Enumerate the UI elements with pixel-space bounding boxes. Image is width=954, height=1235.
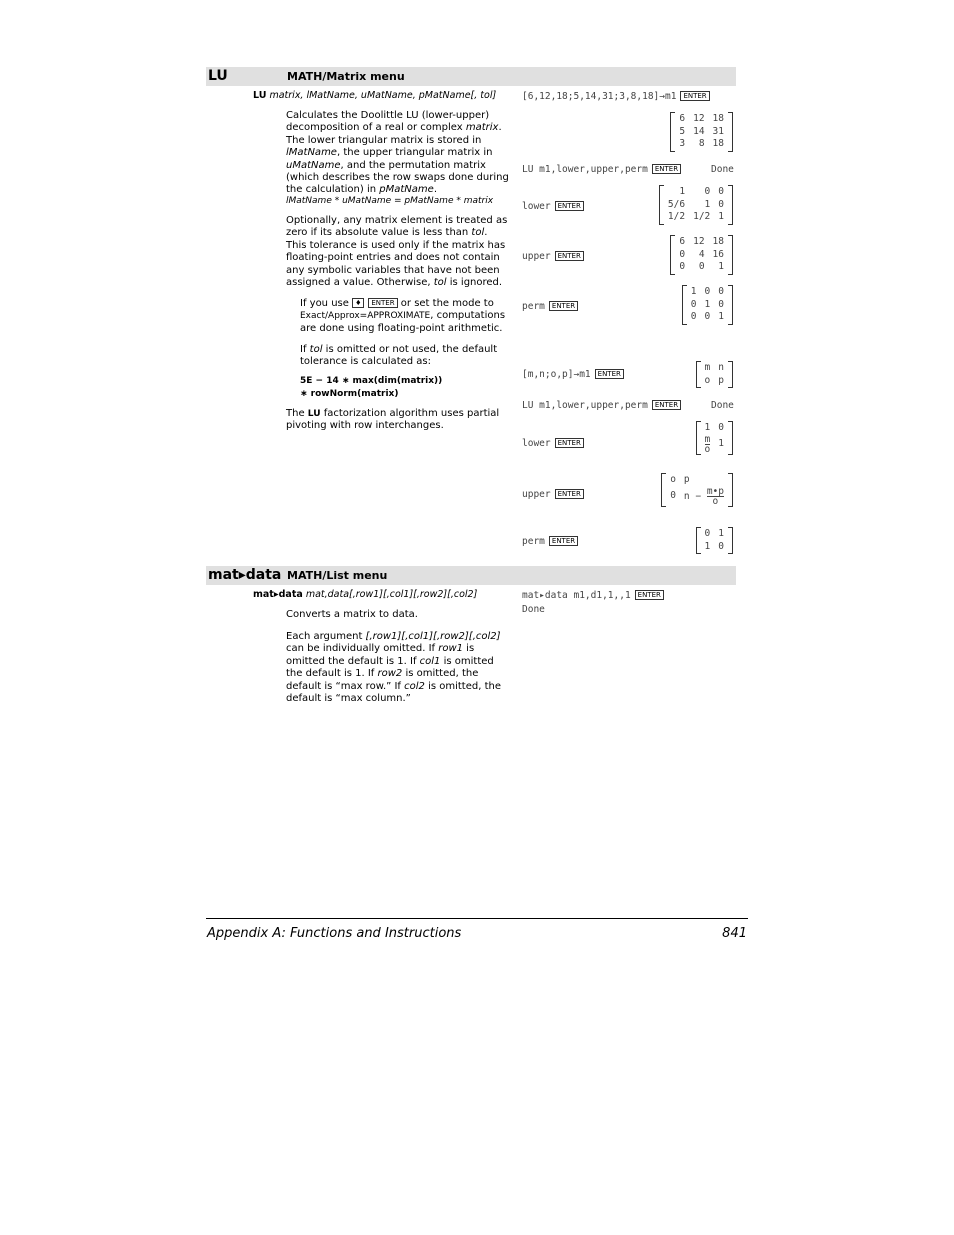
matdata-example-done: Done xyxy=(522,604,545,615)
matrix-m1-cell: 3 xyxy=(679,138,686,150)
matdata-description: Converts a matrix to data. xyxy=(286,609,418,620)
matrix-upper-symbolic: o p 0 n − $\frac{m•p}{o}$ xyxy=(661,473,733,507)
matrix-upper-row xyxy=(675,261,728,274)
enter-key-icon: ENTER xyxy=(368,298,397,308)
matrix-perm-symbolic-cell: 0 xyxy=(718,540,724,552)
matrix-m1-row xyxy=(675,113,728,126)
matrix-perm xyxy=(682,285,733,325)
upper-label: upper ENTER xyxy=(522,251,584,262)
matrix-upper-row xyxy=(675,236,728,249)
lu-example-done: Done xyxy=(711,164,734,175)
lower-label: lower ENTER xyxy=(522,201,584,212)
lower2-label: lower ENTER xyxy=(522,438,584,449)
lu-identity: lMatName * uMatName = pMatName * matrix xyxy=(286,196,494,206)
matrix-perm-cell: 0 xyxy=(690,298,697,310)
matrix-upper-cell: 1 xyxy=(718,261,724,273)
footer-rule xyxy=(206,918,748,919)
perm2-label: perm ENTER xyxy=(522,536,578,547)
matrix-lower-cell: 1/2 xyxy=(693,211,711,223)
lu-header-bar xyxy=(206,67,736,86)
matrix-m1-row xyxy=(675,138,728,151)
matrix-m1-symbolic-cell: m xyxy=(704,362,711,373)
matrix-perm-cell: 0 xyxy=(704,286,711,297)
matrix-m1-cell: 31 xyxy=(712,125,724,137)
matrix-upper-cell: 12 xyxy=(693,236,705,247)
matdata-header-bar xyxy=(206,566,736,585)
matrix-lower-cell: 1 xyxy=(718,211,724,223)
enter-key-icon: ENTER xyxy=(652,400,681,410)
enter-key-icon: ENTER xyxy=(555,489,584,499)
matrix-upper-cell: 16 xyxy=(712,248,724,260)
matrix-m1-symbolic xyxy=(696,361,733,388)
enter-key-icon: ENTER xyxy=(595,369,624,379)
matrix-m1-symbolic-row xyxy=(701,362,728,375)
lu-default-tol-note: If tol is omitted or not used, the default tolerance is calculated as: xyxy=(300,344,498,368)
lu-description: Calculates the Doolittle LU (lower-upper) decomposition of a real or complex matrix. The lower triangular matrix is stored in lMatName, the upper triangular matrix in uMatName, and the permutation matrix (which describes the row swaps done during the calculation) in pMatName. xyxy=(286,110,509,196)
matrix-lower-row xyxy=(664,211,728,224)
matrix-m1 xyxy=(670,112,733,152)
matrix-perm-row xyxy=(687,299,728,312)
perm-label: perm ENTER xyxy=(522,301,578,312)
matrix-m1-symbolic-cell: o xyxy=(704,374,711,386)
enter-key-icon: ENTER xyxy=(549,536,578,546)
lu-approx-note: If you use ♦ ENTER or set the mode to Exact/Approx=APPROXIMATE, computations are done using floating-point arithmetic. xyxy=(300,298,506,334)
lu-formula-line2: ∗ rowNorm(matrix) xyxy=(300,389,399,399)
matrix-perm-cell: 0 xyxy=(704,311,711,323)
matrix-m1-cell: 14 xyxy=(693,125,705,137)
matrix-perm-symbolic-row xyxy=(701,541,728,554)
matdata-syntax xyxy=(253,589,477,600)
lu-example-done-2: Done xyxy=(711,400,734,411)
enter-key-icon: ENTER xyxy=(549,301,578,311)
footer-title: Appendix A: Functions and Instructions xyxy=(207,926,462,941)
lu-example-store-m1: [6,12,18;5,14,31;3,8,18]→m1 ENTER xyxy=(522,91,710,102)
matrix-lower-cell: 1/2 xyxy=(667,211,686,223)
matrix-perm-cell: 1 xyxy=(690,286,697,297)
matrix-perm-row xyxy=(687,311,728,324)
enter-key-icon: ENTER xyxy=(635,590,664,600)
matrix-lower-cell: 0 xyxy=(704,186,711,197)
matrix-m1-cell: 6 xyxy=(679,113,686,124)
matrix-m1-symbolic-cell: n xyxy=(718,362,724,373)
lu-menu-label: MATH/Matrix menu xyxy=(287,70,405,83)
matrix-upper xyxy=(670,235,733,275)
lu-syntax xyxy=(253,90,496,101)
page-number: 841 xyxy=(722,926,747,941)
matrix-upper-cell: 0 xyxy=(679,261,686,273)
matrix-lower-cell: 5/6 xyxy=(667,198,686,210)
matrix-lower-cell: 1 xyxy=(704,198,711,210)
lu-syntax-cmd: LU xyxy=(253,90,267,101)
matrix-perm-row xyxy=(687,286,728,299)
lu-pivoting-note: The LU factorization algorithm uses partial pivoting with row interchanges. xyxy=(286,408,500,432)
matrix-m1-row xyxy=(675,126,728,139)
matrix-lower-cell: 0 xyxy=(718,186,724,197)
matrix-m1-cell: 5 xyxy=(679,125,686,137)
matrix-lower xyxy=(659,185,733,225)
matrix-perm-cell: 0 xyxy=(718,286,724,297)
matrix-m1-symbolic-row xyxy=(701,375,728,388)
matrix-perm-cell: 1 xyxy=(704,298,711,310)
matrix-upper-cell: 18 xyxy=(712,236,724,247)
matdata-syntax-args: mat,data[,row1][,col1][,row2][,col2] xyxy=(305,589,478,600)
matdata-syntax-cmd: mat▸data xyxy=(253,589,303,600)
matrix-upper-cell: 4 xyxy=(698,248,705,260)
matrix-m1-symbolic-cell: p xyxy=(718,374,724,386)
matdata-entry-name: mat▸data xyxy=(208,567,282,583)
matrix-perm-symbolic-cell: 1 xyxy=(718,528,724,539)
matrix-m1-cell: 18 xyxy=(712,113,724,124)
enter-key-icon: ENTER xyxy=(555,438,584,448)
matrix-m1-cell: 8 xyxy=(698,138,705,150)
matrix-m1-cell: 12 xyxy=(693,113,705,124)
enter-key-icon: ENTER xyxy=(555,201,584,211)
upper2-label: upper ENTER xyxy=(522,489,584,500)
lu-example-command: LU m1,lower,upper,perm ENTER xyxy=(522,164,681,175)
matrix-perm-symbolic-cell: 0 xyxy=(704,528,711,539)
matdata-arguments-paragraph: Each argument [,row1][,col1][,row2][,col2] can be individually omitted. If row1 is omitted the default is 1. If col1 is omitted the default is 1. If row2 is omitted, the default is “max row.” If col2 is omitted, the default is “max column.” xyxy=(286,631,501,705)
matrix-perm-symbolic-row xyxy=(701,528,728,541)
lu-formula-line1: 5E − 14 ∗ max(dim(matrix)) xyxy=(300,376,443,386)
matrix-perm-symbolic-cell: 1 xyxy=(704,540,711,552)
matrix-upper-cell: 6 xyxy=(679,236,686,247)
matdata-menu-label: MATH/List menu xyxy=(287,569,388,582)
matrix-upper-cell: 0 xyxy=(679,248,686,260)
enter-key-icon: ENTER xyxy=(555,251,584,261)
matrix-lower-symbolic: 1 0 $\frac{m}{o}$ 1 xyxy=(696,421,733,455)
matrix-lower-row xyxy=(664,199,728,212)
matrix-perm-cell: 0 xyxy=(718,298,724,310)
lu-entry-name: LU xyxy=(208,68,228,84)
lu-syntax-args: matrix, lMatName, uMatName, pMatName[, tol] xyxy=(269,90,497,101)
enter-key-icon: ENTER xyxy=(652,164,681,174)
lu-example-store-symbolic: [m,n;o,p]→m1 ENTER xyxy=(522,369,624,380)
matrix-upper-row xyxy=(675,249,728,262)
matdata-example: mat▸data m1,d1,1,,1 ENTER xyxy=(522,590,664,601)
enter-key-icon: ENTER xyxy=(680,91,709,101)
matrix-lower-row xyxy=(664,186,728,199)
matrix-lower-cell: 1 xyxy=(679,186,686,197)
lu-tolerance-paragraph: Optionally, any matrix element is treated as zero if its absolute value is less than tol. This tolerance is used only if the matrix has floating-point entries and does not contain any symbolic variables that have not been assigned a value. Otherwise, tol is ignored. xyxy=(286,215,508,289)
matrix-perm-symbolic xyxy=(696,527,733,554)
matrix-m1-cell: 18 xyxy=(712,138,724,150)
matrix-lower-cell: 0 xyxy=(718,198,724,210)
matrix-perm-cell: 0 xyxy=(690,311,697,323)
matrix-upper-cell: 0 xyxy=(698,261,705,273)
diamond-key-icon: ♦ xyxy=(352,298,364,308)
lu-example-command-2: LU m1,lower,upper,perm ENTER xyxy=(522,400,681,411)
matrix-perm-cell: 1 xyxy=(718,311,724,323)
